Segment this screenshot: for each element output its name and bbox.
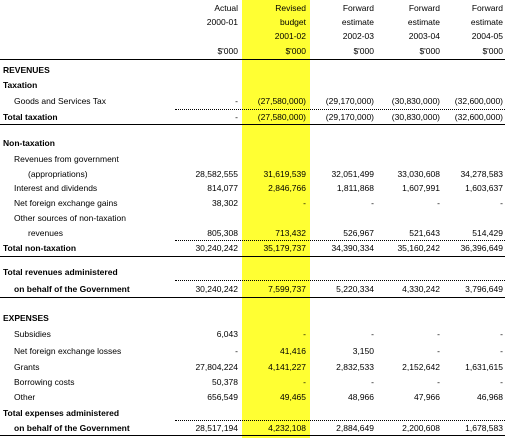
value-cell: 2,846,766	[268, 183, 306, 193]
value-cell: -	[500, 198, 503, 208]
value-cell: 36,396,649	[460, 243, 503, 253]
header-cell: 2004-05	[471, 31, 503, 41]
value-cell: -	[371, 329, 374, 339]
table-row	[0, 327, 507, 341]
table-row	[0, 167, 507, 181]
value-cell: 6,043	[216, 329, 238, 339]
row-label: Total taxation	[3, 112, 58, 122]
value-cell: -	[500, 329, 503, 339]
value-cell: 713,432	[275, 228, 306, 238]
row-label: on behalf of the Government	[14, 284, 130, 294]
value-cell: 5,220,334	[336, 284, 374, 294]
header-cell: estimate	[341, 17, 374, 27]
row-label: Total non-taxation	[3, 243, 77, 253]
value-cell: 38,302	[212, 198, 238, 208]
value-cell: 2,832,533	[336, 362, 374, 372]
table-row	[0, 181, 507, 195]
subsection-title: Taxation	[3, 80, 38, 90]
value-cell: 7,599,737	[268, 284, 306, 294]
table-row	[0, 375, 507, 389]
row-label: Subsidies	[14, 329, 51, 339]
unit-cell: $'000	[217, 46, 238, 56]
value-cell: 32,051,499	[331, 169, 374, 179]
value-cell: -	[500, 377, 503, 387]
value-cell: 3,796,649	[465, 284, 503, 294]
value-cell: 41,416	[280, 346, 306, 356]
header-row-units	[0, 44, 507, 58]
total-rule	[0, 297, 505, 298]
value-cell: -	[437, 377, 440, 387]
value-cell: -	[437, 198, 440, 208]
header-cell: Forward	[408, 3, 440, 13]
value-cell: 34,278,583	[460, 169, 503, 179]
value-cell: -	[235, 112, 238, 122]
table-row	[0, 152, 507, 166]
value-cell: 656,549	[207, 392, 238, 402]
value-cell: 28,582,555	[195, 169, 238, 179]
value-cell: (27,580,000)	[257, 112, 306, 122]
row-label: Net foreign exchange losses	[14, 346, 122, 356]
value-cell: 28,517,194	[195, 423, 238, 433]
value-cell: -	[371, 198, 374, 208]
value-cell: 49,465	[280, 392, 306, 402]
total-rule	[0, 435, 505, 436]
header-cell: Forward	[342, 3, 374, 13]
subsection-title: Non-taxation	[3, 138, 55, 148]
header-cell: budget	[280, 17, 306, 27]
value-cell: 33,030,608	[397, 169, 440, 179]
table-row	[0, 196, 507, 210]
table-row	[0, 360, 507, 374]
subtotal-rule	[175, 280, 505, 281]
subsection-heading-nontax	[0, 136, 507, 150]
row-label: Total expenses administered	[3, 408, 120, 418]
header-cell: Revised	[275, 3, 306, 13]
value-cell: 3,150	[352, 346, 374, 356]
total-row	[0, 110, 507, 124]
value-cell: 2,152,642	[402, 362, 440, 372]
section-heading-expenses	[0, 311, 507, 325]
total-label-row	[0, 265, 507, 279]
row-label: Grants	[14, 362, 40, 372]
value-cell: (32,600,000)	[454, 112, 503, 122]
value-cell: -	[303, 329, 306, 339]
value-cell: -	[437, 329, 440, 339]
value-cell: 1,678,583	[465, 423, 503, 433]
table-row	[0, 211, 507, 225]
value-cell: (29,170,000)	[325, 112, 374, 122]
total-label-row	[0, 406, 507, 420]
section-title: REVENUES	[3, 65, 50, 75]
header-cell: estimate	[470, 17, 503, 27]
value-cell: 31,619,539	[263, 169, 306, 179]
subsection-heading-taxation	[0, 78, 507, 92]
value-cell: 4,141,227	[268, 362, 306, 372]
value-cell: 1,811,868	[336, 183, 374, 193]
value-cell: 1,631,615	[465, 362, 503, 372]
value-cell: 34,390,334	[331, 243, 374, 253]
section-title: EXPENSES	[3, 313, 49, 323]
header-cell: 2003-04	[408, 31, 440, 41]
value-cell: (27,580,000)	[257, 96, 306, 106]
unit-cell: $'000	[482, 46, 503, 56]
value-cell: 814,077	[207, 183, 238, 193]
header-row-1	[0, 1, 507, 15]
table-row	[0, 344, 507, 358]
table-row	[0, 390, 507, 404]
value-cell: 2,200,608	[402, 423, 440, 433]
value-cell: 521,643	[409, 228, 440, 238]
header-cell: 2001-02	[274, 31, 306, 41]
value-cell: -	[303, 198, 306, 208]
header-cell: estimate	[407, 17, 440, 27]
value-cell: (29,170,000)	[325, 96, 374, 106]
row-label: Other	[14, 392, 36, 402]
value-cell: 27,804,224	[195, 362, 238, 372]
row-label: Total revenues administered	[3, 267, 118, 277]
total-row	[0, 421, 507, 435]
header-rule	[0, 59, 505, 60]
total-rule	[0, 124, 505, 125]
value-cell: 30,240,242	[195, 243, 238, 253]
row-label: Borrowing costs	[14, 377, 75, 387]
unit-cell: $'000	[353, 46, 374, 56]
value-cell: (32,600,000)	[454, 96, 503, 106]
header-cell: 2000-01	[206, 17, 238, 27]
value-cell: -	[437, 346, 440, 356]
row-label: Goods and Services Tax	[14, 96, 106, 106]
value-cell: -	[303, 377, 306, 387]
header-cell: 2002-03	[342, 31, 374, 41]
value-cell: 4,232,108	[268, 423, 306, 433]
value-cell: 50,378	[212, 377, 238, 387]
table-row	[0, 94, 507, 108]
row-label: revenues	[28, 228, 63, 238]
total-row	[0, 282, 507, 296]
row-label: Net foreign exchange gains	[14, 198, 118, 208]
row-label: Interest and dividends	[14, 183, 98, 193]
value-cell: 48,966	[348, 392, 374, 402]
value-cell: 47,966	[414, 392, 440, 402]
row-label: on behalf of the Government	[14, 423, 130, 433]
value-cell: 1,607,991	[402, 183, 440, 193]
value-cell: 1,603,637	[465, 183, 503, 193]
value-cell: 805,308	[207, 228, 238, 238]
value-cell: 30,240,242	[195, 284, 238, 294]
value-cell: (30,830,000)	[391, 96, 440, 106]
table-row	[0, 226, 507, 240]
value-cell: 2,884,649	[336, 423, 374, 433]
header-row-2	[0, 15, 507, 29]
value-cell: 514,429	[472, 228, 503, 238]
value-cell: 526,967	[343, 228, 374, 238]
header-cell: Actual	[214, 3, 238, 13]
unit-cell: $'000	[285, 46, 306, 56]
value-cell: -	[500, 346, 503, 356]
value-cell: -	[235, 346, 238, 356]
section-heading-revenues	[0, 63, 507, 77]
value-cell: -	[371, 377, 374, 387]
value-cell: 46,968	[477, 392, 503, 402]
value-cell: 4,330,242	[402, 284, 440, 294]
row-label: (appropriations)	[28, 169, 88, 179]
total-rule	[0, 256, 505, 257]
unit-cell: $'000	[419, 46, 440, 56]
value-cell: -	[235, 96, 238, 106]
row-label: Other sources of non-taxation	[14, 213, 126, 223]
value-cell: 35,179,737	[263, 243, 306, 253]
value-cell: 35,160,242	[397, 243, 440, 253]
row-label: Revenues from government	[14, 154, 119, 164]
header-row-3	[0, 29, 507, 43]
header-cell: Forward	[471, 3, 503, 13]
total-row	[0, 241, 507, 255]
value-cell: (30,830,000)	[391, 112, 440, 122]
